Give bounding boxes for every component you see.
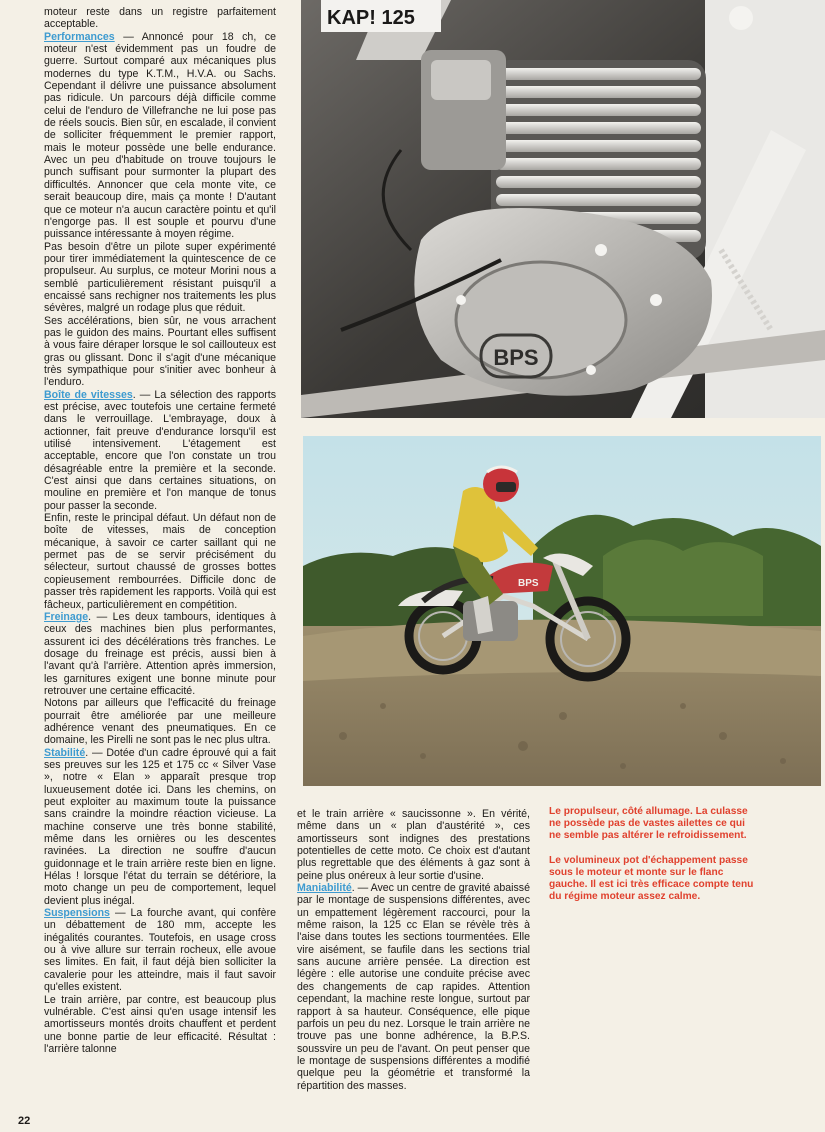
paragraph: Notons par ailleurs que l'efficacité du freinage pourrait être améliorée par une meilleure adhérence venant des pneumatiques. En ce domaine, les Pirelli ne sont pas le nec plus ultra.	[44, 697, 276, 747]
paragraph-performances	[44, 31, 276, 241]
article-column-middle	[297, 808, 530, 1126]
number-plate	[321, 0, 441, 32]
section-heading-boite: Boîte de vitesses	[44, 388, 133, 401]
section-heading-performances: Performances	[44, 30, 115, 43]
paragraph-stabilite	[44, 747, 276, 907]
paragraph-text: . — La sélection des rapports est précise, avec toutefois une certaine fermeté dans le verrouillage. L'embrayage, doux à actionner, fait preuve d'endurance lorsqu'il est utilisé intensivement. L'étagement est acceptable, encore que l'on constate un trou désagréable entre la première et la seconde. C'est ainsi que dans certaines situations, on mouline en première et l'on manque de tonus pour passer la seconde.	[44, 388, 276, 512]
caption-exhaust: Le volumineux pot d'échappement passe sous le moteur et monte sur le flanc gauche. Il est ici très efficace compte tenu du régime moteur assez calme.	[549, 855, 754, 902]
svg-text:KAP! 125: KAP! 125	[327, 7, 415, 29]
section-heading-maniabilite: Maniabilité	[297, 882, 352, 895]
section-heading-stabilite: Stabilité	[44, 746, 86, 759]
paragraph-text: — Annoncé pour 18 ch, ce moteur n'est évidemment pas un foudre de guerre. Surtout comparé aux mécaniques plus modernes du type K.T.M., H.V.A. ou Sachs. Cependant il délivre une puissance absolument pas ridicule. Un parcours déjà difficile comme celui de l'enduro de Villefranche ne lui pose pas de réels soucis. Bien sûr, en escalade, il convient de solliciter fréquemment le premier rapport, mais le moteur possède une belle endurance. Avec un peu d'habitude on trouve toujours le punch suffisant pour surmonter la plupart des difficultés. Annoncer que cela monte vite, ce serait beaucoup dire, mais ça monte ! D'autant que ce moteur n'a aucun caractère pointu et qu'il n'engorge pas. Il est souple et pourvu d'une puissance intéressante à moyen régime.	[44, 30, 276, 241]
svg-text:BPS: BPS	[493, 345, 539, 370]
section-heading-freinage: Freinage	[44, 610, 89, 623]
svg-text:BPS: BPS	[518, 578, 539, 589]
paragraph-text: . — Dotée d'un cadre éprouvé qui a fait ses preuves sur les 125 et 175 cc « Silver Vase », notre « Elan » apparaît presque trop luxueusement dotée ici. Dans les chemins, on peut exploiter au maximum toute la puissance sans craindre la moindre réaction vicieuse. La machine conserve une très bonne stabilité, même dans les ornières ou les descentes ravinées. La direction ne souffre d'aucun guidonnage et le train arrière reste bien en ligne. Hélas ! lorsque l'état du terrain se détériore, la moto change un peu de comportement, lequel devient plus inégal.	[44, 746, 276, 907]
section-heading-suspensions: Suspensions	[44, 907, 110, 920]
page-number: 22	[18, 1115, 31, 1127]
paragraph-boite	[44, 389, 276, 512]
paragraph-maniabilite	[297, 882, 530, 1092]
photo-captions	[549, 806, 759, 916]
paragraph: Le train arrière, par contre, est beaucoup plus vulnérable. C'est ainsi qu'en usage intensif les amortisseurs montés droits chauffent et perdent une bonne partie de leur efficacité. Résultat : l'arrière talonne	[44, 993, 276, 1055]
paragraph: et le train arrière « saucissonne ». En vérité, même dans un « plan d'austérité », ces amortisseurs sont indignes des prestations potentielles de cette moto. Ce choix est d'autant plus regrettable que des éléments à gaz sont à peine plus onéreux à leur sortie d'usine.	[297, 808, 530, 882]
article-column-left	[44, 6, 276, 1124]
paragraph: Enfin, reste le principal défaut. Un défaut non de boîte de vitesses, mais de conception mécanique, à savoir ce carter saillant qui ne permet pas de se servir précisément du sélecteur, surtout chaussé de grosses bottes copieusement rembourrées. Difficile donc de passer très rapidement les rapports. Voilà qui est fâcheux, particulièrement en compétition.	[44, 512, 276, 611]
paragraph-text: . — Avec un centre de gravité abaissé par le montage de suspensions différentes, avec un empattement légèrement raccourci, pour la même raison, la 125 cc Elan se révèle très à l'aise dans toutes les sections tourmentées. Elle vire aisément, se faufile dans les sections trial sans aucune arrière pensée. La direction est légère : elle autorise une conduite précise avec des changements de cap rapides. Attention cependant, la machine reste longue, surtout par rapport à sa hauteur. Conséquence, elle pique parfois un peu du nez. Lorsque le train arrière ne trouve pas une bonne adhérence, la B.P.S. soussvire un peu de l'avant. On peut penser que le montage de suspensions différentes a modifié quelque peu la géométrie et transformé la répartition des masses.	[297, 882, 530, 1092]
rider-photo	[303, 436, 821, 786]
paragraph-suspensions	[44, 907, 276, 993]
paragraph: Pas besoin d'être un pilote super expérimenté pour tirer immédiatement la quintescence de ce propulseur. Au surplus, ce moteur Morini nous a semblé particulièrement résistant puisqu'il a encaissé sans rechigner nos traitements les plus sévères, malgré un rodage plus que réduit.	[44, 240, 276, 315]
caption-engine: Le propulseur, côté allumage. La culasse ne possède pas de vastes ailettes ce qui ne semble pas altérer le refroidissement.	[549, 806, 748, 841]
paragraph-text: . — Les deux tambours, identiques à ceux des machines bien plus performantes, assurent ici des décélérations très franches. Le dosage du freinage est précis, aussi bien à l'avant qu'à l'arrière. Attention après immersion, les garnitures exigent une bonne minute pour retrouver une certaine efficacité.	[44, 610, 276, 697]
paragraph-freinage	[44, 611, 276, 697]
paragraph: Ses accélérations, bien sûr, ne vous arrachent pas le guidon des mains. Pourtant elles suffisent à vous faire déraper lorsque le sol caillouteux est gras ou glissant. Donc il s'agit d'une mécanique très sympathique pour s'initier avec bonheur à l'enduro.	[44, 314, 276, 389]
paragraph: moteur reste dans un registre parfaitement acceptable.	[44, 6, 276, 31]
paragraph-text: — La fourche avant, qui confère un débattement de 180 mm, accepte les inégalités courantes. Toutefois, en usage cross ou à vive allure sur terrain rocheux, elle avoue ses limites. En fait, il faut déjà bien solliciter la cavalerie pour les atteindre, mais il faut savoir qu'elles existent.	[44, 907, 276, 994]
engine-photo	[301, 0, 825, 418]
